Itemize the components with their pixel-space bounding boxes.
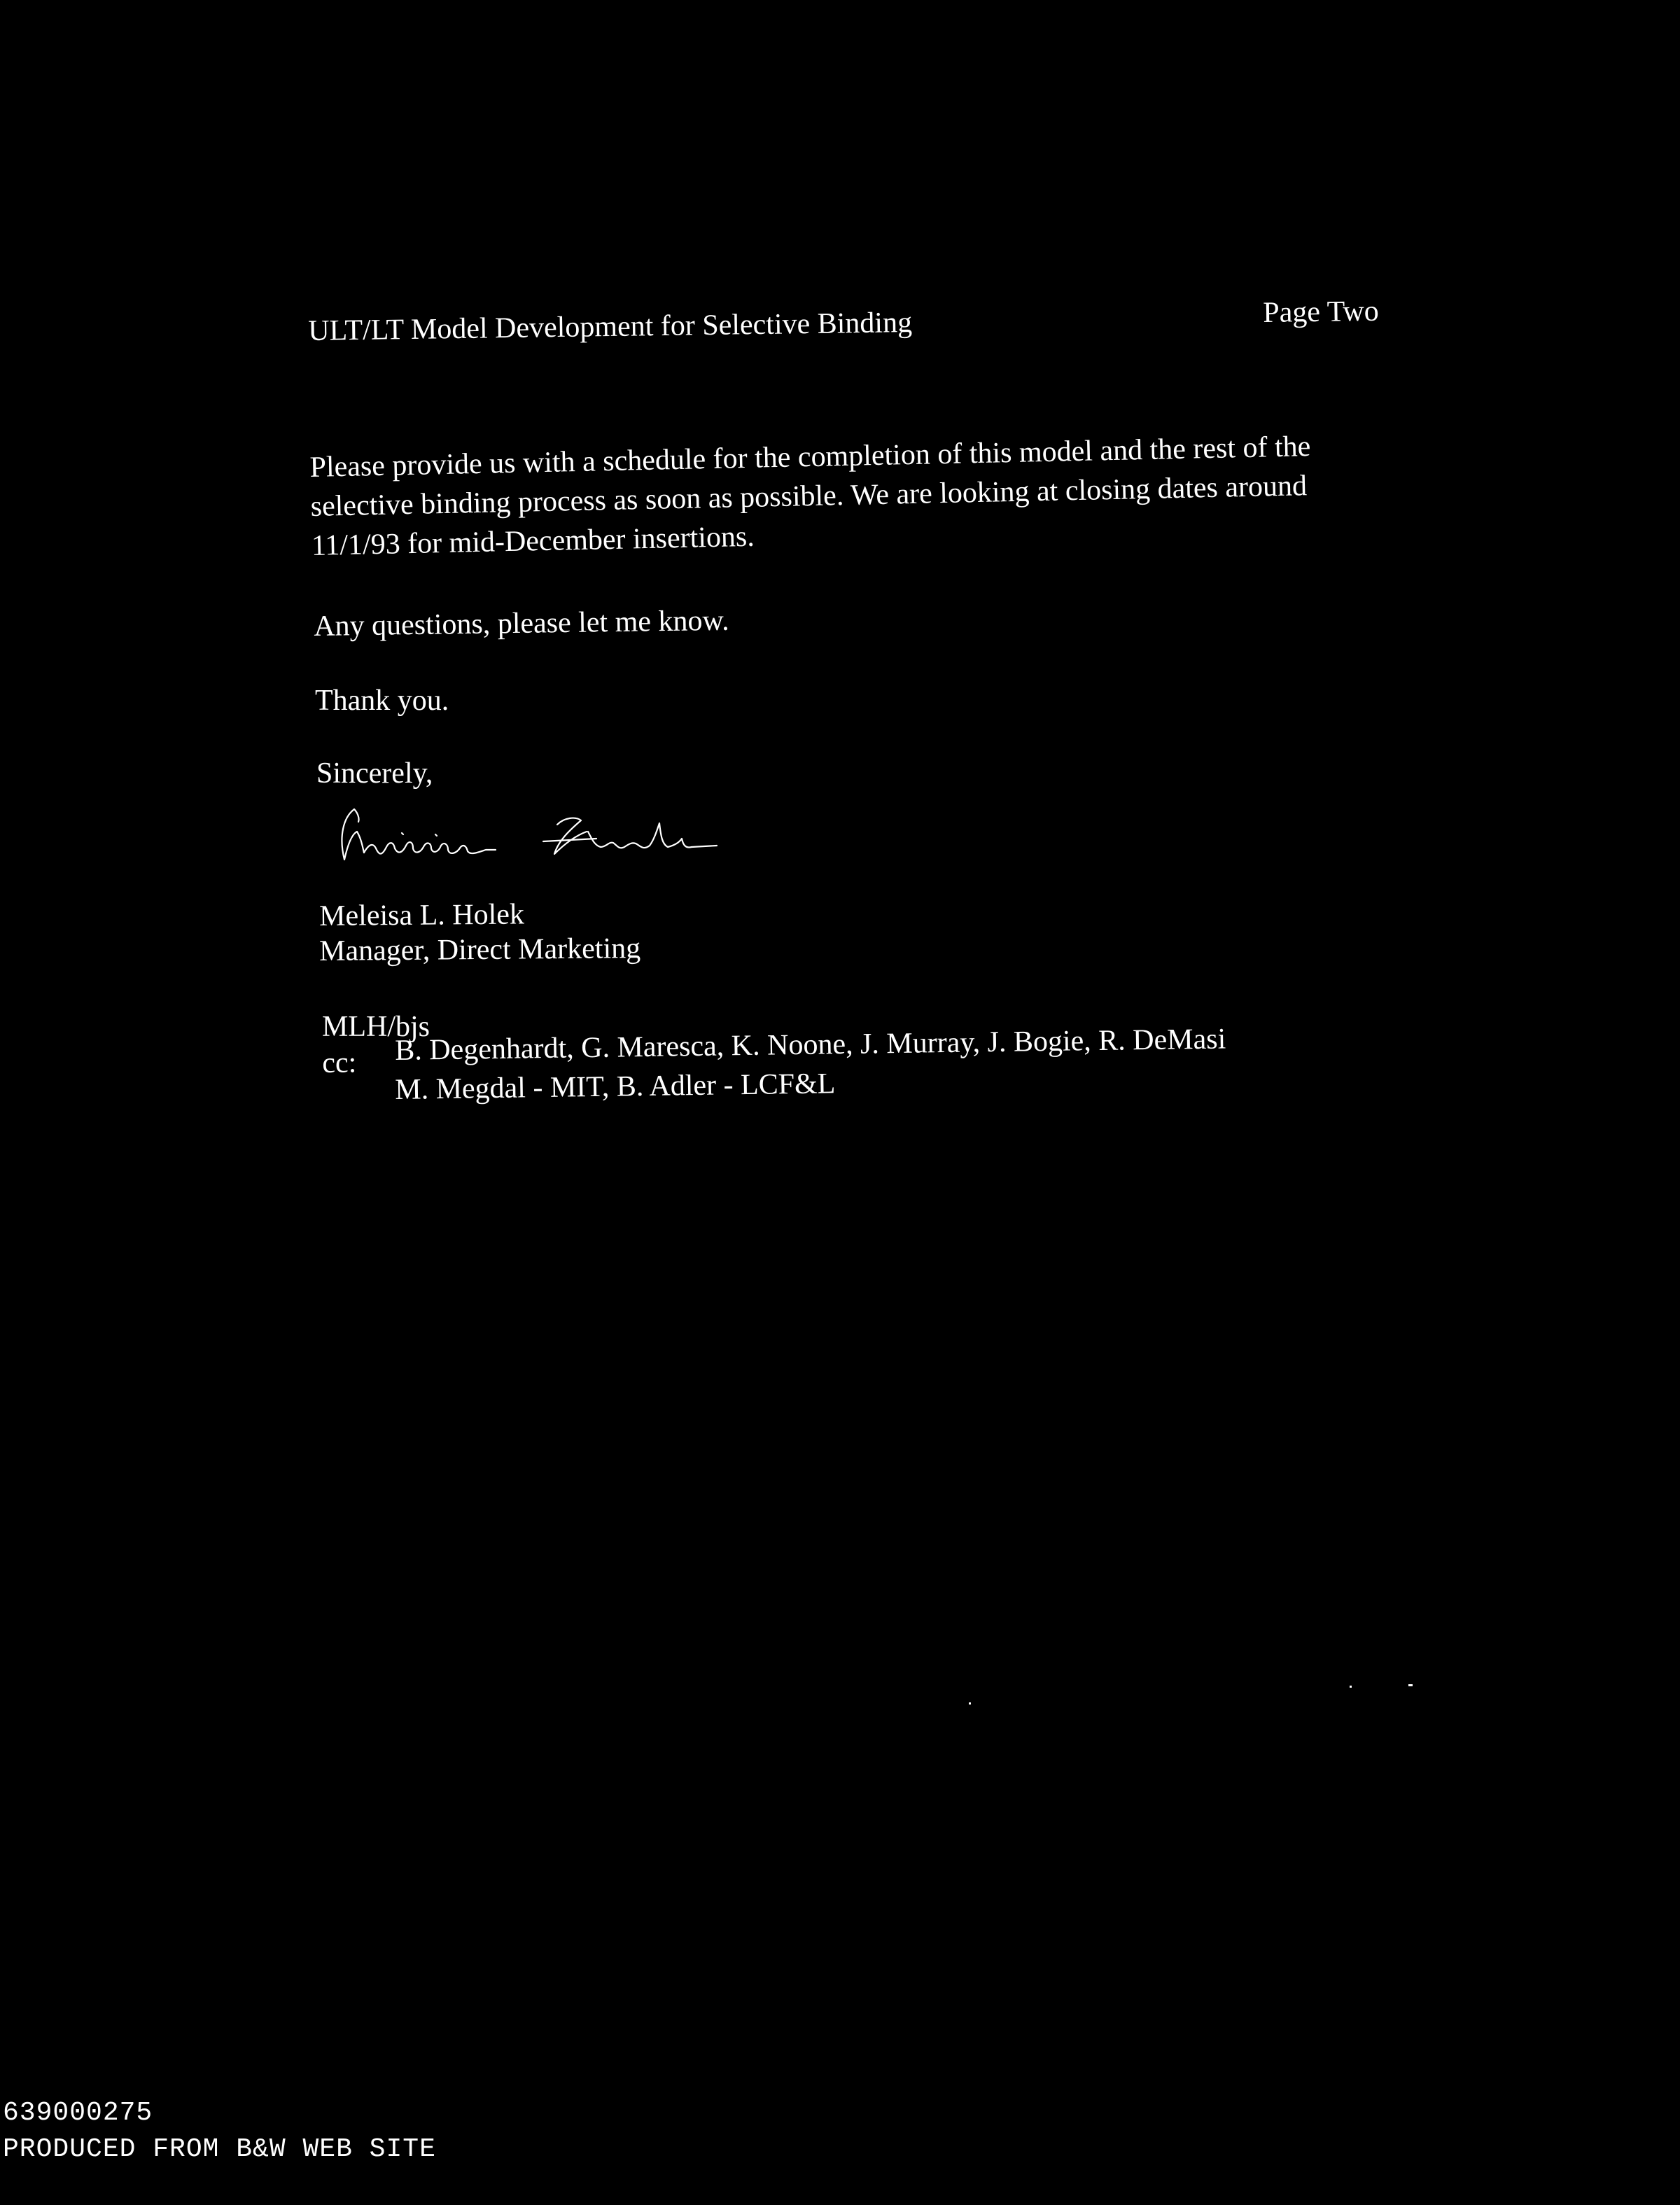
scan-speck bbox=[1408, 1684, 1413, 1686]
source-note: PRODUCED FROM B&W WEB SITE bbox=[3, 2134, 436, 2164]
closing-salutation: Sincerely, bbox=[316, 757, 433, 790]
body-paragraph bbox=[309, 424, 1446, 566]
questions-line: Any questions, please let me know. bbox=[313, 604, 729, 643]
typist-initials: MLH/bjs bbox=[322, 1011, 430, 1043]
signer-title: Manager, Direct Marketing bbox=[318, 932, 641, 967]
scan-speck bbox=[1350, 1686, 1352, 1688]
paragraph-line: 11/1/93 for mid-December insertions. bbox=[311, 520, 755, 562]
scan-speck bbox=[969, 1702, 971, 1704]
thanks-line: Thank you. bbox=[315, 685, 449, 717]
page-number-label: Page Two bbox=[1262, 295, 1380, 329]
cc-recipients-line: B. Degenhardt, G. Maresca, K. Noone, J. Murray, J. Bogie, R. DeMasi bbox=[394, 1023, 1226, 1067]
paragraph-line: Please provide us with a schedule for the completion of this model and the rest of the bbox=[309, 430, 1311, 484]
cc-label: cc: bbox=[321, 1046, 357, 1079]
signer-name: Meleisa L. Holek bbox=[318, 898, 525, 932]
document-header-title: ULT/LT Model Development for Selective Binding bbox=[307, 306, 913, 347]
document-id: 639000275 bbox=[3, 2098, 153, 2128]
handwritten-signature bbox=[333, 804, 725, 874]
cc-recipients-line: M. Megdal - MIT, B. Adler - LCF&L bbox=[394, 1068, 836, 1106]
paragraph-line: selective binding process as soon as possible. We are looking at closing dates around bbox=[310, 470, 1308, 523]
